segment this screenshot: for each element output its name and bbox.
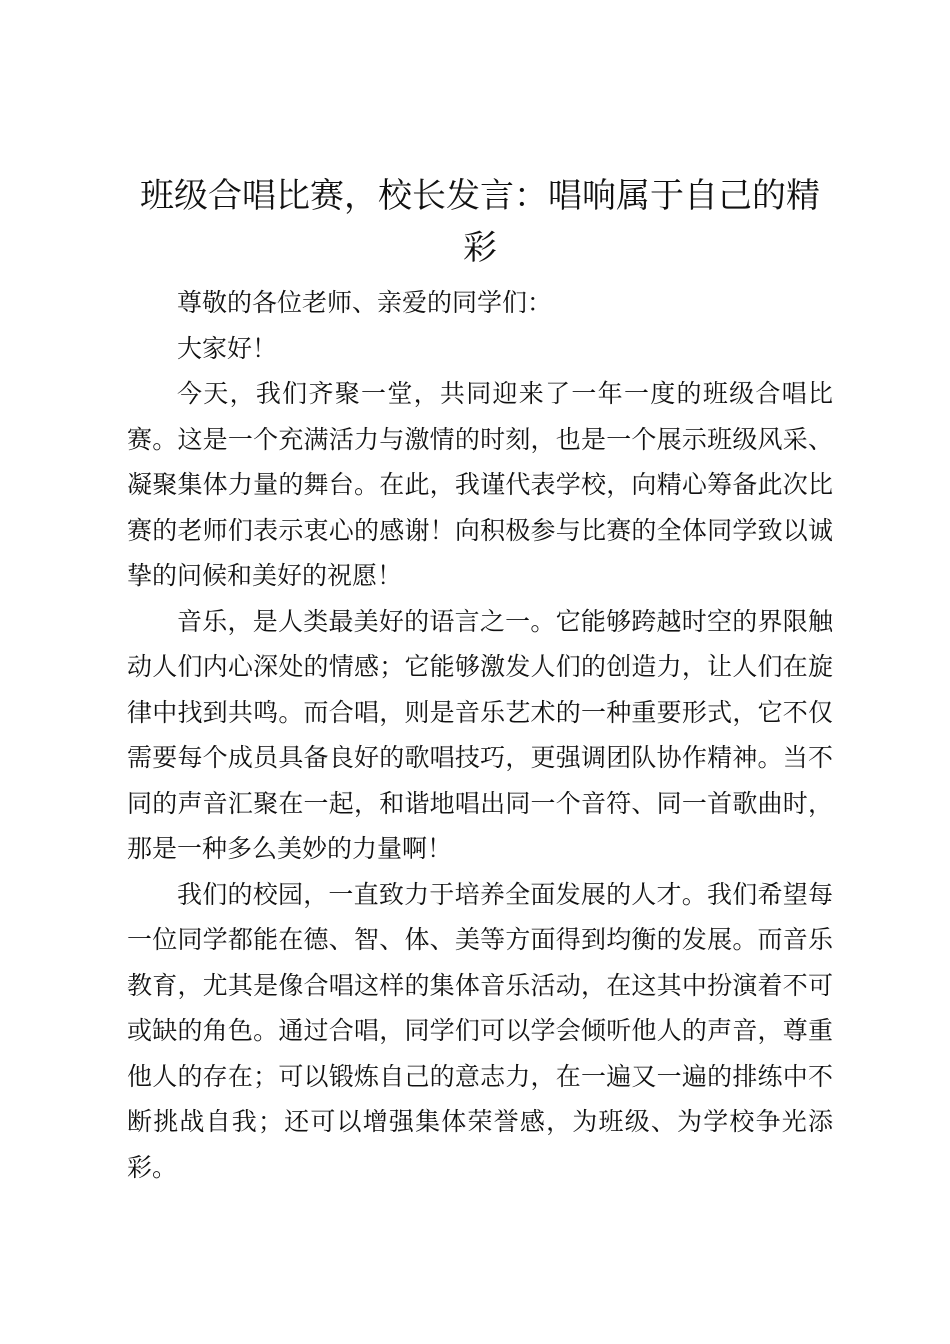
salutation: 尊敬的各位老师、亲爱的同学们： — [177, 288, 553, 317]
document-body — [127, 170, 833, 1190]
paragraph-3: 我们的校园，一直致力于培养全面发展的人才。我们希望每一位同学都能在德、智、体、美等方面得到均衡的发展。而音乐教育，尤其是像合唱这样的集体音乐活动，在这其中扮演着不可或缺的角色。通过合唱，同学们可以学会倾听他人的声音，尊重他人的存在；可以锻炼自己的意志力，在一遍又一遍的排练中不断挑战自我；还可以增强集体荣誉感，为班级、为学校争光添彩。 — [127, 879, 833, 1182]
paragraph-2: 音乐，是人类最美好的语言之一。它能够跨越时空的界限触动人们内心深处的情感；它能够激发人们的创造力，让人们在旋律中找到共鸣。而合唱，则是音乐艺术的一种重要形式，它不仅需要每个成员具备良好的歌唱技巧，更强调团队协作精神。当不同的声音汇聚在一起，和谐地唱出同一个音符、同一首歌曲时，那是一种多么美妙的力量啊！ — [127, 606, 833, 863]
paragraph-1: 今天，我们齐聚一堂，共同迎来了一年一度的班级合唱比赛。这是一个充满活力与激情的时刻，也是一个展示班级风采、凝聚集体力量的舞台。在此，我谨代表学校，向精心筹备此次比赛的老师们表示衷心的感谢！向积极参与比赛的全体同学致以诚挚的问候和美好的祝愿！ — [127, 379, 833, 590]
document-title: 班级合唱比赛，校长发言：唱响属于自己的精彩 — [140, 176, 820, 268]
greeting: 大家好！ — [177, 333, 278, 363]
